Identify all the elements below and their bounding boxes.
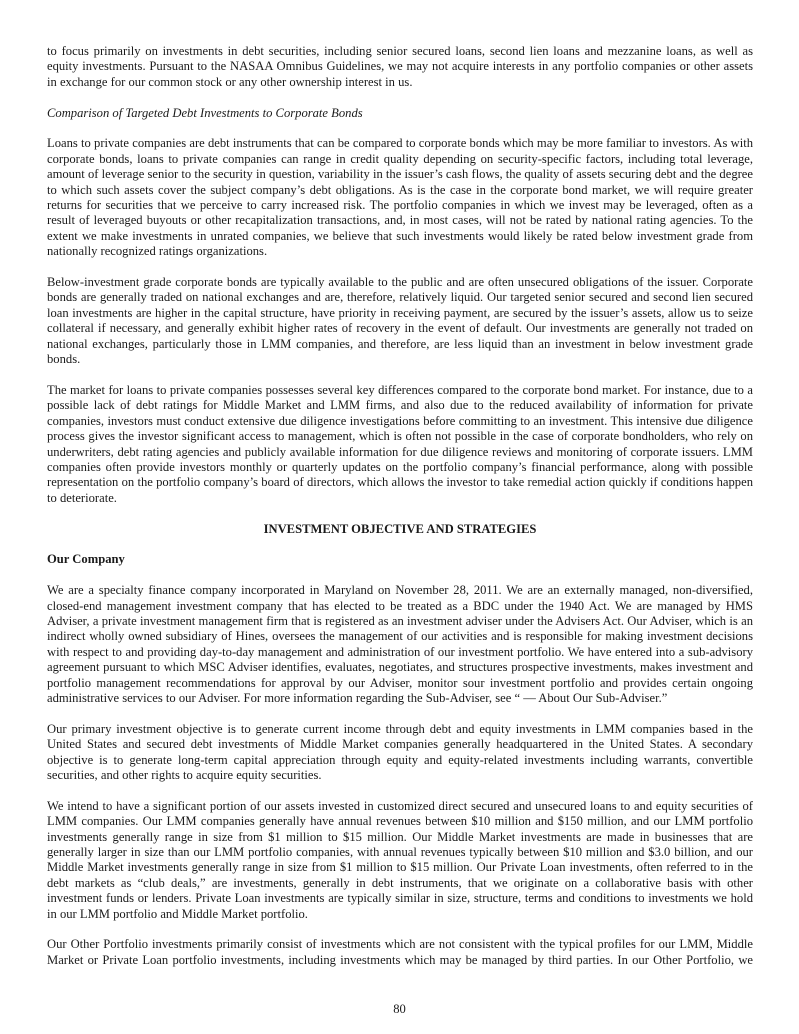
paragraph-investment-objective: Our primary investment objective is to generate current income through debt and equity investments in LMM companies based in the United States and secured debt investments of Middle Market companies generally headquartered in the United States. A secondary objective is to generate long-term capital appreciation through equity and equity-related investments including warrants, convertible securities, and other rights to acquire equity securities.	[47, 721, 753, 782]
section-title: INVESTMENT OBJECTIVE AND STRATEGIES	[263, 521, 537, 536]
our-company-heading: Our Company	[47, 552, 125, 567]
paragraph-private-loan-market: The market for loans to private companies possesses several key differences compared to the corporate bond market. For instance, due to a possible lack of debt ratings for Middle Market and LMM firms, and also due to the reduced availability of information for private companies, investors must conduct extensive due diligence investigations before committing to an investment. This intensive due diligence process gives the investor significant access to management, which is often not possible in the case of corporate bondholders, who rely on underwriters, debt rating agencies and publicly available information for due diligence reviews and monitoring of corporate issuers. LMM companies often provide investors monthly or quarterly updates on the portfolio company’s financial performance, along with possible representation on the portfolio company’s board of directors, which allows the investor to take remedial action quickly if conditions happen to deteriorate.	[47, 382, 753, 505]
paragraph-intro-continuation: to focus primarily on investments in debt securities, including senior secured loans, second lien loans and mezzanine loans, as well as equity investments. Pursuant to the NASAA Omnibus Guidelines, we may not acquire interests in any portfolio companies or other assets in exchange for our common stock or any other ownership interest in us.	[47, 44, 753, 89]
page-number: 80	[393, 1002, 406, 1016]
paragraph-asset-allocation: We intend to have a significant portion of our assets invested in customized direct secured and unsecured loans to and equity securities of LMM companies. Our LMM companies generally have annual revenues between $10 million and $150 million, and our LMM portfolio investments generally range in size from $1 million to $15 million. Our Middle Market investments are made in businesses that are generally larger in size than our LMM portfolio companies, with annual revenues typically between $10 million and $3.0 billion, and our Middle Market investments generally range in size from $1 million to $15 million. Our Private Loan investments, often referred to in the debt markets as “club deals,” are investments, generally in debt instruments, that we originate on a collaborative basis with other investment funds or lenders. Private Loan investments are typically similar in size, structure, terms and conditions to investments we hold in our LMM portfolio and Middle Market portfolio.	[47, 798, 753, 921]
document-page	[47, 44, 753, 968]
paragraph-loans-vs-bonds: Loans to private companies are debt instruments that can be compared to corporate bonds which may be more familiar to investors. As with corporate bonds, loans to private companies can range in credit quality depending on security-specific factors, including total leverage, amount of leverage senior to the security in question, variability in the issuer’s cash flows, the quality of assets securing debt and the degree to which such assets cover the subject company’s debt obligations. As is the case in the corporate bond market, we will require greater returns for securities that we perceive to carry increased risk. The portfolio companies in which we invest may be leveraged, often as a result of leveraged buyouts or other recapitalization transactions, and, in most cases, will not be rated by national rating agencies. To the extent we make investments in unrated companies, we believe that such investments would likely be rated below investment grade from nationally recognized ratings organizations.	[47, 136, 753, 259]
paragraph-company-overview: We are a specialty finance company incorporated in Maryland on November 28, 2011. We are an externally managed, non-diversified, closed-end management investment company that has elected to be treated as a BDC under the 1940 Act. We are managed by HMS Adviser, a private investment management firm that is registered as an investment adviser under the Advisers Act. Our Adviser, which is an indirect wholly owned subsidiary of Hines, oversees the management of our activities and is responsible for making investment decisions with respect to and providing day-to-day management and administration of our investment portfolio. We have entered into a sub-advisory agreement pursuant to which MSC Adviser identifies, evaluates, negotiates, and structures prospective investments, makes investment and portfolio management recommendations for approval by our Adviser, monitor sour investment portfolio and provides certain ongoing administrative services to our Adviser. For more information regarding the Sub-Adviser, see “ — About Our Sub-Adviser.”	[47, 583, 753, 705]
paragraph-below-investment-grade: Below-investment grade corporate bonds are typically available to the public and are often unsecured obligations of the issuer. Corporate bonds are generally traded on national exchanges and are, therefore, relatively liquid. Our targeted senior secured and second lien secured loan investments are higher in the capital structure, have priority in receiving payment, are secured by the issuer’s assets, allow us to seize collateral if necessary, and generally exhibit higher rates of recovery in the event of default. Our investments are generally not traded on national exchanges, particularly those in LMM companies, and therefore, are less liquid than an investment in below investment grade bonds.	[47, 275, 753, 367]
comparison-subheading: Comparison of Targeted Debt Investments to Corporate Bonds	[47, 105, 363, 120]
paragraph-other-portfolio: Our Other Portfolio investments primarily consist of investments which are not consistent with the typical profiles for our LMM, Middle Market or Private Loan portfolio investments, including investments which may be managed by third parties. In our Other Portfolio, we	[47, 937, 753, 967]
